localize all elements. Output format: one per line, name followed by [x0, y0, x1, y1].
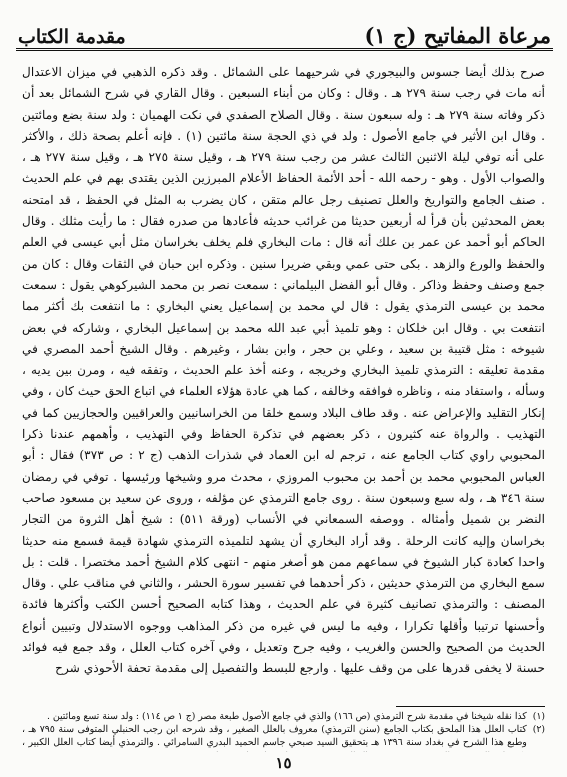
footnote-number: (١) [532, 711, 545, 722]
main-text-block [22, 62, 545, 702]
footnote-number: (٢) [532, 724, 545, 736]
page-header [18, 14, 551, 48]
footnote-2 [22, 723, 545, 752]
page-number: ١٥ [275, 754, 292, 772]
footnote-1 [22, 710, 545, 723]
running-head-book-title: مرعاة المفاتيح (ج ١) [364, 23, 551, 48]
footnote-separator [396, 706, 545, 707]
running-head-section-title: مقدمة الكتاب [18, 26, 126, 48]
body-paragraph: صرح بذلك أيضا جسوس والبيجوري في شرحيهما على الشمائل . وقد ذكره الذهبي في ميزان الاعتدال أنه مات في رجب سنة ٢٧٩ هـ . وقال : وكان من أبناء السبعين . وقال القاري في شرح الشمائل بعد أن ذكر وفاته سنة ٢٧٩ هـ : وله سبعون سنة . وقال الصلاح الصفدي في نكت الهميان : ولد سنة بضع ومائتين . وقال ابن الأثير في جامع الأصول : ولد في ذي الحجة سنة مائتين (١) . فإنه أعلم بصحة ذلك ، والأكثر على أنه توفي ليلة الاثنين الثالث عشر من رجب سنة ٢٧٩ هـ ، وقيل سنة ٢٧٥ هـ ، وقيل سنة ٢٧٧ هـ ، والصواب الأول . وهو - رحمه الله - أحد الأئمة الحفاظ الأعلام المبرزين الذين يقتدى بهم في علم الحديث . صنف الجامع والتواريخ والعلل تصنيف رجل عالم متقن ، كان يضرب به المثل في الحفظ ، قد امتحنه بعض المحدثين بأن قرأ له أربعين حديثا من غرائب حديثه فأعادها من صدره فقال : ما رأيت مثلك . وقال الحاكم أبو أحمد عن عمر بن علك أنه قال : مات البخاري فلم يخلف بخراسان مثل أبي عيسى في العلم والحفظ والورع والزهد . بكى حتى عمي وبقي ضريرا سنين . وذكره ابن حبان في الثقات وقال : كان من جمع وصنف وحفظ وذاكر . وقال أبو الفضل البيلماني : سمعت نصر بن محمد الشيركوهي يقول : سمعت محمد بن عيسى الترمذي يقول : قال لي محمد بن إسماعيل يعني البخاري : ما انتفعت بك أكثر مما انتفعت بي . وقال ابن خلكان : وهو تلميذ أبي عبد الله محمد بن إسماعيل البخاري ، وشاركه في بعض شيوخه : مثل قتيبة بن سعيد ، وعلي بن حجر ، وابن بشار ، وغيرهم . وقال الشيخ أحمد المصري في مقدمة تعليقه : الترمذي تلميذ البخاري وخريجه ، وعنه أخذ علم الحديث ، وتفقه فيه ، ومرن بين يديه ، وسأله ، واستفاد منه ، وناظره فوافقه وخالفه ، كما هي عادة هؤلاء العلماء في اتباع الحق حيث كان ، وفي إنكار التقليد والإعراض عنه . وقد طاف البلاد وسمع خلقا من الخراسانيين والعراقيين والحجازيين كما في التهذيب . والرواة عنه كثيرون ، ذكر بعضهم في تذكرة الحفاظ وفي التهذيب ، وأهمهم عندنا ذكرا المحبوبي راوي كتاب الجامع عنه ، ترجم له ابن العماد في شذرات الذهب (ج ٢ : ص ٣٧٣) فقال : أبو العباس المحبوبي محمد بن أحمد بن محبوب المروزي ، محدث مرو وشيخها ورئيسها . توفي في رمضان سنة ٣٤٦ هـ ، وله سبع وسبعون سنة . روى جامع الترمذي عن مؤلفه ، وروى عن سعيد بن مسعود صاحب النضر بن شميل وأمثاله . ووصفه السمعاني في الأنساب (ورقة ٥١١) : شيخ أهل الثروة من التجار بخراسان وإليه كانت الرحلة . وقد أراد البخاري أن يشهد لتلميذه الترمذي شهادة قيمة فسمع منه حديثا واحدا كعادة كبار الشيوخ في سماعهم ممن هو أصغر منهم - انتهى كلام الشيخ أحمد مختصرا . قلت : بل سمع البخاري من الترمذي حديثين ، ذكر أحدهما في تفسير سورة الحشر ، والثاني في مناقب علي . وقال المصنف : والترمذي تصانيف كثيرة في علم الحديث ، وهذا كتابه الصحيح أحسن الكتب وأكثرها فائدة وأحسنها ترتيبا وأقلها تكرارا ، وفيه ما ليس في غيره من ذكر المذاهب ووجوه الاستدلال وتبيين أنواع الحديث من الصحيح والحسن والغريب ، وفيه جرح وتعديل ، وفي آخره كتاب العلل ، وقد جمع فيه فوائد حسنة لا يخفى قدرها على من وقف عليها . وارجع للبسط والتفصيل إلى مقدمة تحفة الأحوذي شرح [22, 65, 545, 676]
footnote-text: كتاب العلل هذا الملحق بكتاب الجامع (سنن الترمذي) معروف بالعلل الصغير ، وقد شرحه ابن رجب الحنبلي المتوفى سنة ٧٩٥ هـ ، وطبع هذا الشرح في بغداد سنة ١٣٩٦ هـ بتحقيق السيد صبحي جاسم الحميد البدري السامرائي . والترمذي أيضا كتاب العلل الكبير ، [22, 724, 527, 749]
footnotes [22, 710, 545, 752]
footnote-text: كذا نقله شيخنا في مقدمة شرح الترمذي (ص ١٦٦) والذي في جامع الأصول طبعة مصر (ج ١ ص ١١٤) : ولد سنة تسع ومائتين . [46, 711, 527, 722]
header-double-rule [16, 48, 553, 51]
